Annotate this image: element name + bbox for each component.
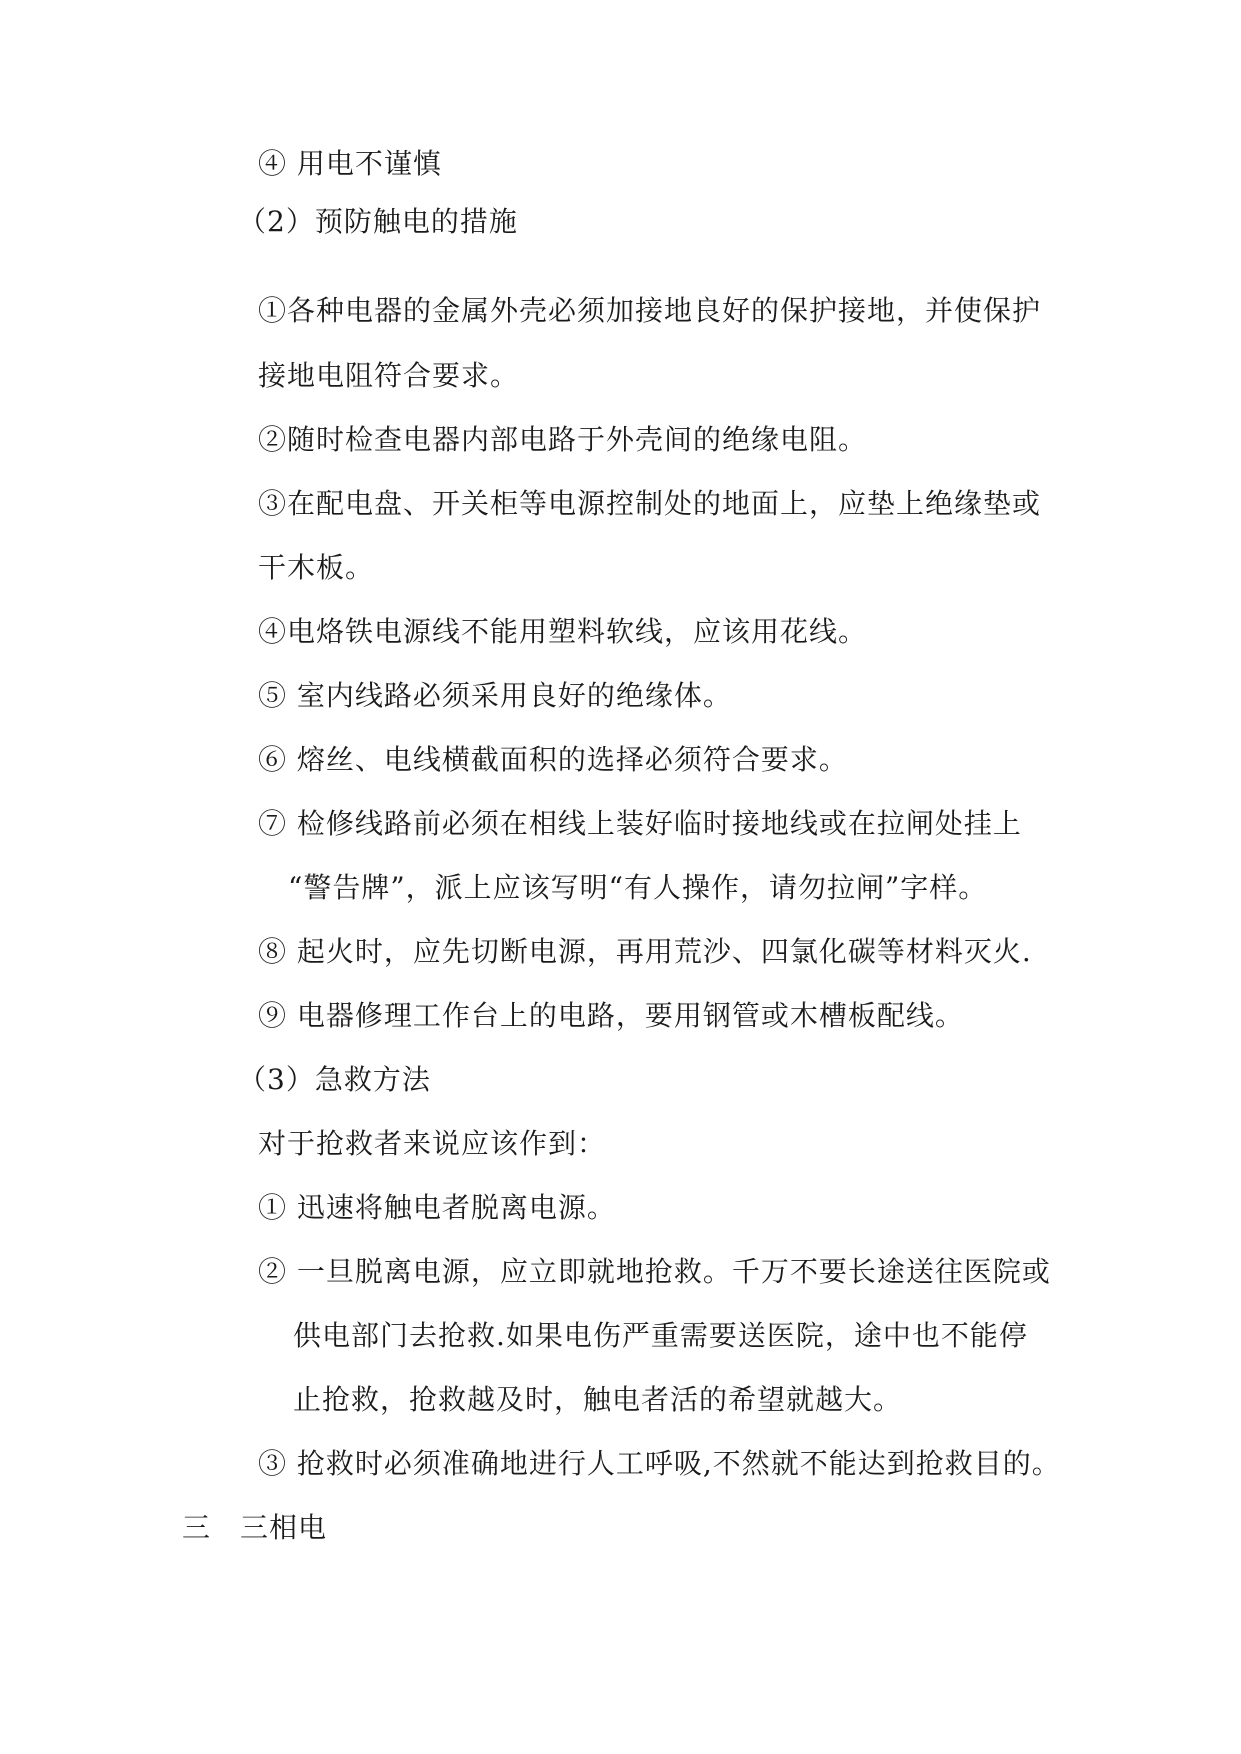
chapter-heading: 三 三相电	[182, 1511, 328, 1544]
list-item: ②随时检查电器内部电路于外壳间的绝缘电阻。	[258, 423, 868, 456]
list-item-continuation: 止抢救，抢救越及时，触电者活的希望就越大。	[293, 1383, 903, 1416]
list-item: ③在配电盘、开关柜等电源控制处的地面上，应垫上绝缘垫或	[258, 487, 1042, 520]
list-item: ⑨ 电器修理工作台上的电路，要用钢管或木槽板配线。	[258, 999, 964, 1032]
list-item: ⑦ 检修线路前必须在相线上装好临时接地线或在拉闸处挂上	[258, 807, 1022, 840]
list-item: ① 迅速将触电者脱离电源。	[258, 1191, 616, 1224]
list-item-continuation: “警告牌”，派上应该写明“有人操作，请勿拉闸”字样。	[288, 871, 988, 904]
list-item-continuation: 供电部门去抢救.如果电伤严重需要送医院，途中也不能停	[293, 1319, 1028, 1352]
list-item: ⑥ 熔丝、电线横截面积的选择必须符合要求。	[258, 743, 848, 776]
list-item: ①各种电器的金属外壳必须加接地良好的保护接地，并使保护	[258, 294, 1042, 327]
list-item: ③ 抢救时必须准确地进行人工呼吸,不然就不能达到抢救目的。	[258, 1447, 1061, 1480]
list-item: ⑧ 起火时，应先切断电源，再用荒沙、四氯化碳等材料灭火.	[258, 935, 1032, 968]
section-heading: （2）预防触电的措施	[238, 205, 518, 238]
list-item: ④电烙铁电源线不能用塑料软线，应该用花线。	[258, 615, 868, 648]
list-item-continuation: 接地电阻符合要求。	[258, 359, 520, 392]
list-item: ② 一旦脱离电源，应立即就地抢救。千万不要长途送往医院或	[258, 1255, 1051, 1288]
list-item: ④ 用电不谨慎	[258, 147, 442, 180]
paragraph: 对于抢救者来说应该作到：	[258, 1127, 607, 1160]
list-item: ⑤ 室内线路必须采用良好的绝缘体。	[258, 679, 732, 712]
list-item-continuation: 干木板。	[258, 551, 375, 584]
section-heading: （3）急救方法	[238, 1063, 431, 1096]
